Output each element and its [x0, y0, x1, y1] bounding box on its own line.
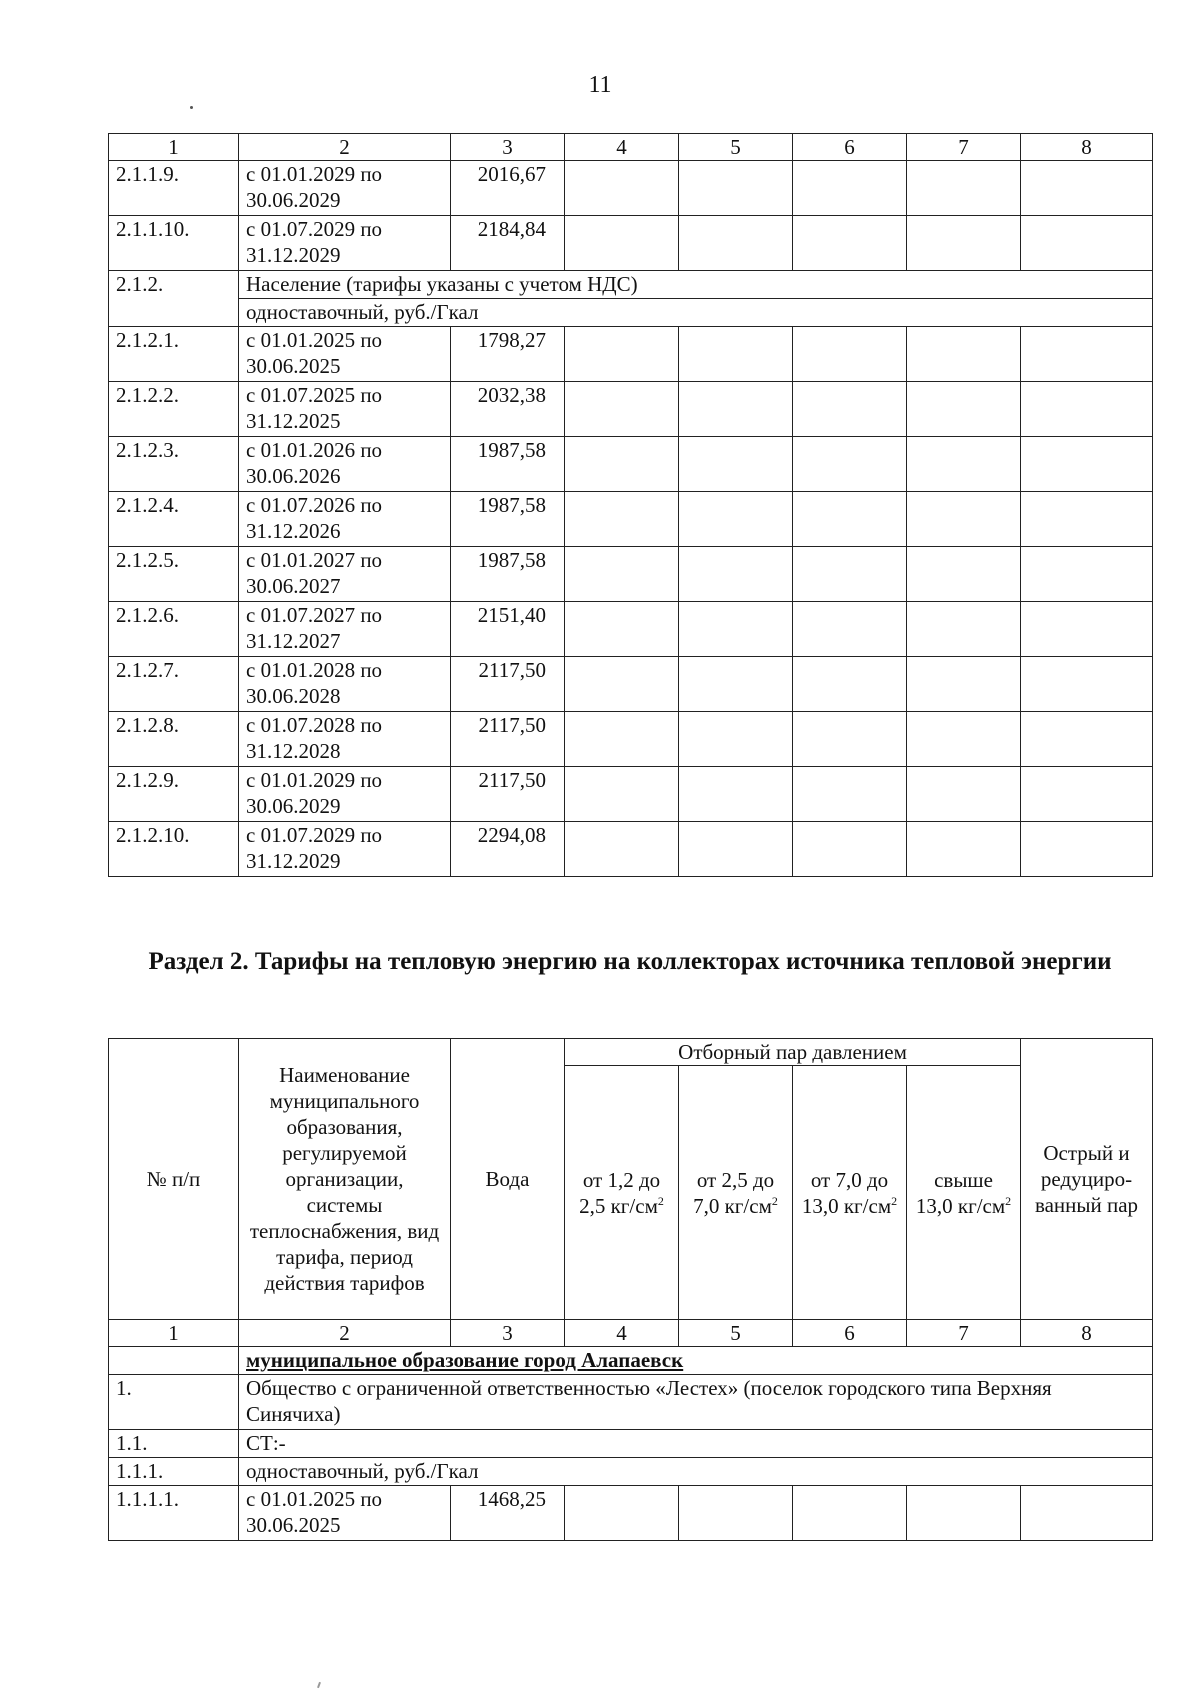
empty-cell: [1021, 216, 1153, 271]
row-period: с 01.01.2025 по 30.06.2025: [239, 327, 451, 382]
empty-cell: [565, 657, 679, 712]
empty-cell: [565, 382, 679, 437]
row-number: 2.1.2.5.: [109, 547, 239, 602]
empty-cell: [1021, 657, 1153, 712]
empty-cell: [1021, 327, 1153, 382]
group-subtitle: одноставочный, руб./Гкал: [239, 299, 1153, 327]
empty-cell: [565, 216, 679, 271]
header-pressure-1: от 1,2 до 2,5 $кг/см^2$: [565, 1066, 679, 1320]
header-pressure-3: от 7,0 до 13,0 $кг/см^2$: [793, 1066, 907, 1320]
empty-cell: [679, 712, 793, 767]
table-row: [109, 382, 1153, 437]
scan-speck: [317, 1682, 321, 1688]
row-value: 1468,25: [451, 1486, 565, 1541]
empty-cell: [679, 602, 793, 657]
row-number: 2.1.2.3.: [109, 437, 239, 492]
col-number: 3: [451, 1320, 565, 1347]
empty-cell: [565, 327, 679, 382]
row-number: 1.1.1.: [109, 1458, 239, 1486]
empty-cell: [679, 767, 793, 822]
row-value: 1987,58: [451, 547, 565, 602]
row-period: с 01.01.2026 по 30.06.2026: [239, 437, 451, 492]
row-number: 2.1.2.7.: [109, 657, 239, 712]
col-number: 1: [109, 1320, 239, 1347]
table-row: [109, 327, 1153, 382]
group-subtitle-row: [109, 299, 1153, 327]
empty-cell: [907, 547, 1021, 602]
system-name: СТ:-: [239, 1430, 1153, 1458]
row-period: с 01.07.2026 по 31.12.2026: [239, 492, 451, 547]
empty-cell: [679, 216, 793, 271]
col-number: 4: [565, 1320, 679, 1347]
empty-cell: [907, 216, 1021, 271]
row-value: 1987,58: [451, 492, 565, 547]
row-number: 1.: [109, 1375, 239, 1430]
row-number: 1.1.: [109, 1430, 239, 1458]
tariff-type: одноставочный, руб./Гкал: [239, 1458, 1153, 1486]
empty-cell: [679, 382, 793, 437]
row-period: с 01.07.2025 по 31.12.2025: [239, 382, 451, 437]
row-number: 2.1.2.4.: [109, 492, 239, 547]
group-number: 2.1.2.: [109, 271, 239, 327]
empty-cell: [793, 1486, 907, 1541]
empty-cell: [679, 161, 793, 216]
empty-cell: [907, 657, 1021, 712]
table-row: [109, 437, 1153, 492]
municipality-row: [109, 1347, 1153, 1375]
table-row: [109, 602, 1153, 657]
row-number: 2.1.2.9.: [109, 767, 239, 822]
empty-cell: [907, 1486, 1021, 1541]
header-water: Вода: [451, 1039, 565, 1320]
table-row: [109, 216, 1153, 271]
row-value: 1987,58: [451, 437, 565, 492]
row-value: 1798,27: [451, 327, 565, 382]
tariff-type-row: [109, 1458, 1153, 1486]
row-value: 2117,50: [451, 712, 565, 767]
empty-cell: [793, 327, 907, 382]
table-row: [109, 657, 1153, 712]
empty-cell: [907, 492, 1021, 547]
row-value: 2151,40: [451, 602, 565, 657]
empty-cell: [565, 547, 679, 602]
col-number: 2: [239, 1320, 451, 1347]
empty-cell: [679, 492, 793, 547]
empty-cell: [565, 712, 679, 767]
col-number: 2: [239, 134, 451, 161]
empty-cell: [907, 327, 1021, 382]
column-number-row: [109, 134, 1153, 161]
column-number-row: [109, 1320, 1153, 1347]
row-number: 2.1.2.1.: [109, 327, 239, 382]
row-period: с 01.01.2027 по 30.06.2027: [239, 547, 451, 602]
empty-cell: [1021, 547, 1153, 602]
col-number: 7: [907, 1320, 1021, 1347]
header-row-top: [109, 1039, 1153, 1066]
col-number: 8: [1021, 134, 1153, 161]
table-row: [109, 822, 1153, 877]
row-value: 2117,50: [451, 657, 565, 712]
empty-cell: [907, 161, 1021, 216]
empty-cell: [679, 657, 793, 712]
collector-tariff-table: [108, 1038, 1153, 1541]
row-period: с 01.07.2029 по 31.12.2029: [239, 216, 451, 271]
group-row: [109, 271, 1153, 299]
empty-cell: [793, 437, 907, 492]
col-number: 6: [793, 134, 907, 161]
row-value: 2117,50: [451, 767, 565, 822]
empty-cell: [793, 382, 907, 437]
row-number: 2.1.2.2.: [109, 382, 239, 437]
table-row: [109, 161, 1153, 216]
system-row: [109, 1430, 1153, 1458]
row-value: 2032,38: [451, 382, 565, 437]
table-row: [109, 1486, 1153, 1541]
empty-cell: [907, 382, 1021, 437]
empty-cell: [907, 437, 1021, 492]
empty-cell: [1021, 492, 1153, 547]
empty-cell: [793, 492, 907, 547]
empty-cell: [565, 767, 679, 822]
empty-cell: [793, 547, 907, 602]
empty-cell: [565, 822, 679, 877]
row-value: 2294,08: [451, 822, 565, 877]
empty-cell: [565, 602, 679, 657]
empty-cell: [679, 437, 793, 492]
empty-cell: [1021, 382, 1153, 437]
empty-cell: [793, 657, 907, 712]
population-rows: [109, 327, 1153, 877]
table-row: [109, 712, 1153, 767]
row-period: с 01.01.2029 по 30.06.2029: [239, 767, 451, 822]
tariff-table-continued: [108, 133, 1153, 877]
header-sharp-steam: Острый и редуциро-ванный пар: [1021, 1039, 1153, 1320]
municipality-name: муниципальное образование город Алапаевск: [239, 1347, 1153, 1375]
row-period: с 01.01.2029 по 30.06.2029: [239, 161, 451, 216]
scan-speck: [190, 106, 193, 109]
col-number: 5: [679, 134, 793, 161]
empty-cell: [1021, 602, 1153, 657]
empty-cell: [793, 822, 907, 877]
row-period: с 01.01.2028 по 30.06.2028: [239, 657, 451, 712]
header-pressure-2: от 2,5 до 7,0 $кг/см^2$: [679, 1066, 793, 1320]
row-number: 2.1.1.10.: [109, 216, 239, 271]
empty-cell: [1021, 767, 1153, 822]
empty-cell: [565, 492, 679, 547]
header-name: Наименование муниципального образования, регулируемой организации, системы теплоснабжения, вид тарифа, период действия тарифов: [239, 1039, 451, 1320]
empty-cell: [907, 767, 1021, 822]
header-steam-group: Отборный пар давлением: [565, 1039, 1021, 1066]
empty-cell: [793, 712, 907, 767]
col-number: 6: [793, 1320, 907, 1347]
row-period: с 01.07.2028 по 31.12.2028: [239, 712, 451, 767]
empty-cell: [1021, 1486, 1153, 1541]
table-row: [109, 492, 1153, 547]
page-number: 11: [588, 72, 612, 98]
empty-cell: [679, 822, 793, 877]
header-pressure-4: свыше 13,0 $кг/см^2$: [907, 1066, 1021, 1320]
row-value: 2184,84: [451, 216, 565, 271]
row-number: 2.1.1.9.: [109, 161, 239, 216]
row-number: 2.1.2.10.: [109, 822, 239, 877]
table-row: [109, 767, 1153, 822]
table-row: [109, 547, 1153, 602]
empty-cell: [1021, 161, 1153, 216]
empty-cell: [679, 327, 793, 382]
row-number: 2.1.2.6.: [109, 602, 239, 657]
col-number: 1: [109, 134, 239, 161]
empty-cell: [793, 602, 907, 657]
empty-cell: [793, 767, 907, 822]
organization-row: [109, 1375, 1153, 1430]
col-number: 4: [565, 134, 679, 161]
col-number: 8: [1021, 1320, 1153, 1347]
row-period: с 01.07.2027 по 31.12.2027: [239, 602, 451, 657]
empty-cell: [907, 712, 1021, 767]
empty-cell: [907, 822, 1021, 877]
empty-cell: [565, 1486, 679, 1541]
empty-cell: [679, 1486, 793, 1541]
section-title: Раздел 2. Тарифы на тепловую энергию на коллекторах источника тепловой энергии: [148, 948, 1112, 975]
col-number: 3: [451, 134, 565, 161]
row-period: с 01.01.2025 по 30.06.2025: [239, 1486, 451, 1541]
group-title: Население (тарифы указаны с учетом НДС): [239, 271, 1153, 299]
empty-cell: [679, 547, 793, 602]
empty-cell: [109, 1347, 239, 1375]
row-number: 2.1.2.8.: [109, 712, 239, 767]
empty-cell: [793, 161, 907, 216]
empty-cell: [1021, 712, 1153, 767]
empty-cell: [565, 437, 679, 492]
empty-cell: [1021, 822, 1153, 877]
col-number: 7: [907, 134, 1021, 161]
organization-name: Общество с ограниченной ответственностью «Лестех» (поселок городского типа Верхняя Синячиха): [239, 1375, 1153, 1430]
header-num: № п/п: [109, 1039, 239, 1320]
row-value: 2016,67: [451, 161, 565, 216]
row-number: 1.1.1.1.: [109, 1486, 239, 1541]
empty-cell: [907, 602, 1021, 657]
empty-cell: [1021, 437, 1153, 492]
col-number: 5: [679, 1320, 793, 1347]
empty-cell: [565, 161, 679, 216]
row-period: с 01.07.2029 по 31.12.2029: [239, 822, 451, 877]
empty-cell: [793, 216, 907, 271]
